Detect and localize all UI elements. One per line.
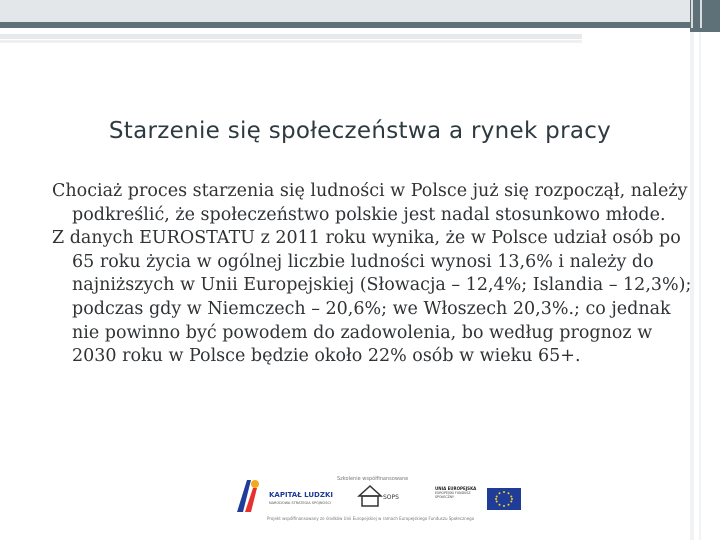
top-right-block (690, 0, 720, 32)
kapital-ludzki-icon (233, 478, 267, 514)
right-decoration-line (699, 32, 701, 540)
top-vertical-line (691, 0, 693, 28)
top-vertical-line (700, 0, 702, 28)
top-sub-stripe (0, 34, 582, 39)
kapital-ludzki-logo (233, 478, 333, 516)
slide-title: Starzenie się społeczeństwa a rynek pracy (108, 118, 612, 144)
sops-logo (357, 484, 407, 514)
eu-text: UNIA EUROPEJSKA (435, 486, 477, 491)
slide-body (52, 180, 692, 369)
top-sub-stripe-2 (0, 40, 582, 43)
paragraph-intro: Chociaż proces starzenia się ludności w Polsce już się rozpoczął, należy podkreślić, że społeczeństwo polskie jest nadal stosunkowo młode. (52, 181, 688, 225)
eu-flag-icon (487, 488, 521, 510)
top-decoration-bar (0, 0, 720, 28)
logos-footer-note: Projekt współfinansowany ze środków Unii Europejskiej w ramach Europejskiego Funduszu Społecznego (267, 516, 475, 521)
eu-subtext: EUROPEJSKI FUNDUSZ SPOŁECZNY (435, 491, 471, 499)
house-icon (357, 484, 383, 508)
sops-text: SOPS (383, 494, 399, 501)
kapital-ludzki-subtext: NARODOWA STRATEGIA SPÓJNOŚCI (269, 501, 331, 505)
kapital-ludzki-text: KAPITAŁ LUDZKI (269, 491, 333, 499)
eu-logo-text (435, 486, 485, 512)
logo-top-note: Szkolenie współfinansowane (337, 476, 409, 482)
logos-strip (233, 476, 523, 524)
paragraph-eurostat: Z danych EUROSTATU z 2011 roku wynika, że w Polsce udział osób po 65 roku życia w ogólnej liczbie ludności wynosi 13,6% i należy do najniższych w Unii Europejskiej (Słowacja – 12,4%; Islandia – 12,3%); podczas gdy w Niemczech – 20,6%; we Włoszech 20,3%.; co jednak nie powinno być powodem do zadowolenia, bo według prognoz w 2030 roku w Polsce będzie około 22% osób w wieku 65+. (52, 228, 692, 367)
top-dark-stripe (0, 22, 690, 28)
